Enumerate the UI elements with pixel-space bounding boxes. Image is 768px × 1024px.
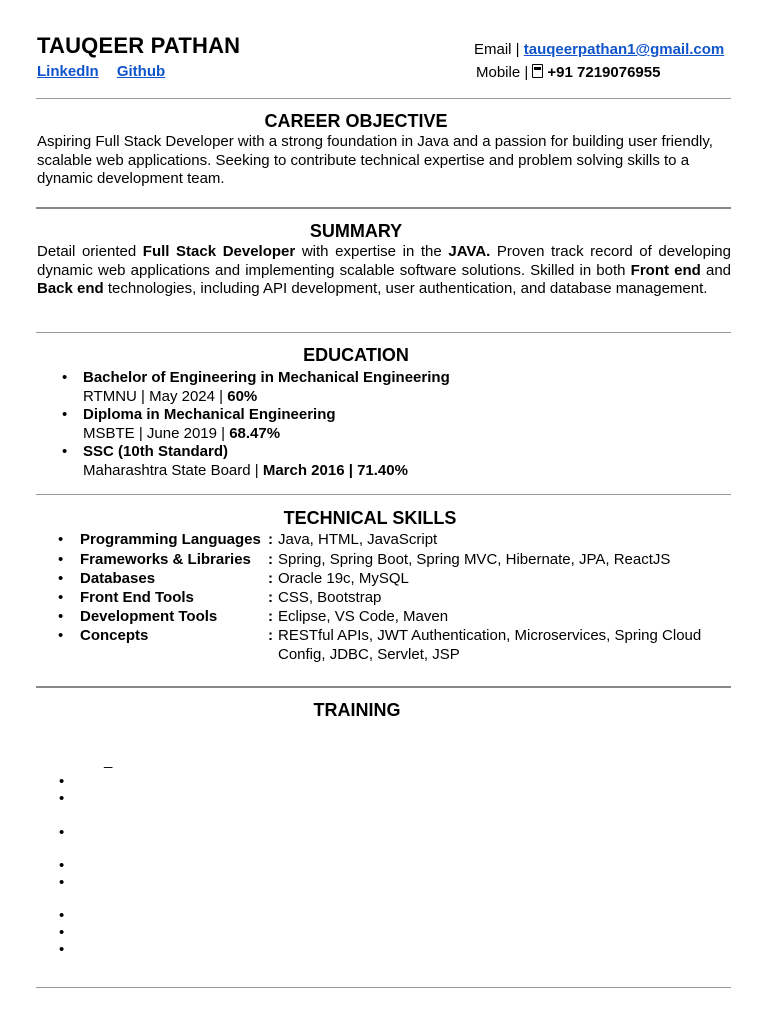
skill-name: Databases <box>80 570 156 587</box>
skill-colon: : <box>268 551 273 568</box>
skill-colon: : <box>268 570 273 587</box>
summary-highlight: Full Stack Developer <box>142 243 296 260</box>
divider <box>36 98 731 99</box>
divider <box>36 987 731 988</box>
divider <box>36 332 731 333</box>
section-title-career-objective: CAREER OBJECTIVE <box>264 111 448 131</box>
phone-icon <box>532 64 543 78</box>
skill-name: Development Tools <box>80 608 218 625</box>
section-title-technical-skills: TECHNICAL SKILLS <box>283 508 457 528</box>
summary-part: technologies, including API development, user authentication, and database management. <box>103 280 708 297</box>
divider <box>36 686 731 688</box>
education-degree: • Bachelor of Engineering in Mechanical Engineering <box>83 369 450 386</box>
bullet-icon: • <box>58 627 64 644</box>
career-objective-text: Aspiring Full Stack Developer with a strong foundation in Java and a passion for building user friendly, scalable web applications. Seeking to contribute technical expertise and problem solving skills to a dynamic development team. <box>37 133 713 187</box>
summary-highlight: Back end <box>37 280 104 297</box>
summary-part: Proven track record of developing dynamic web applications and implementing scalable software solutions. Skilled in both <box>37 243 731 279</box>
bullet-icon: • <box>58 531 64 548</box>
skill-name: Programming Languages <box>80 531 261 548</box>
phone-number: +91 7219076955 <box>547 64 661 81</box>
bullet-icon: • <box>59 857 65 874</box>
section-title-summary: SUMMARY <box>309 221 403 241</box>
skill-name: Frameworks & Libraries <box>80 551 251 568</box>
education-score: March 2016 | 71.40% <box>262 461 408 479</box>
section-title-education: EDUCATION <box>303 345 409 365</box>
mobile-label: Mobile | <box>476 64 533 81</box>
skill-colon: : <box>268 531 273 548</box>
bullet-icon: • <box>59 924 65 941</box>
skill-name: Front End Tools <box>80 589 194 606</box>
training-underscore: _ <box>104 752 113 769</box>
skill-value: Oracle 19c, MySQL <box>278 570 409 587</box>
divider <box>36 494 731 495</box>
skill-colon: : <box>268 608 273 625</box>
skill-value: Java, HTML, JavaScript <box>278 531 438 548</box>
education-detail <box>83 462 408 481</box>
bullet-icon: • <box>59 790 65 807</box>
mobile-line <box>476 64 660 81</box>
bullet-icon: • <box>58 589 64 606</box>
email-label: Email | <box>474 41 524 58</box>
education-institution: Maharashtra State Board | <box>83 461 263 479</box>
summary-text <box>37 243 731 299</box>
bullet-icon: • <box>59 773 65 790</box>
education-degree: • Diploma in Mechanical Engineering <box>83 406 336 423</box>
summary-part: and <box>700 261 732 279</box>
education-score: 60% <box>227 387 258 405</box>
skill-value: Spring, Spring Boot, Spring MVC, Hibernate, JPA, ReactJS <box>278 551 671 568</box>
candidate-name: TAUQEER PATHAN <box>37 33 241 58</box>
bullet-icon: • <box>59 941 65 958</box>
skill-value: CSS, Bootstrap <box>278 589 382 606</box>
bullet-icon: • <box>58 570 64 587</box>
education-item <box>83 369 450 406</box>
bullet-icon: • <box>59 824 65 841</box>
education-item <box>83 443 408 480</box>
summary-part: Detail oriented <box>37 243 143 260</box>
skill-value: RESTful APIs, JWT Authentication, Microservices, Spring Cloud Config, JDBC, Servlet, JSP <box>278 627 702 663</box>
skill-colon: : <box>268 627 273 644</box>
education-institution: MSBTE | June 2019 | <box>83 424 230 442</box>
profile-links <box>37 63 179 80</box>
section-title-training: TRAINING <box>313 700 401 720</box>
education-degree: • SSC (10th Standard) <box>83 443 229 460</box>
skill-name: Concepts <box>80 627 149 644</box>
education-item <box>83 406 336 443</box>
bullet-icon: • <box>58 551 64 568</box>
linkedin-link[interactable]: LinkedIn <box>37 63 99 80</box>
education-score: 68.47% <box>229 424 281 442</box>
divider <box>36 207 731 209</box>
bullet-icon: • <box>58 608 64 625</box>
github-link[interactable]: Github <box>116 63 166 80</box>
education-detail <box>83 425 336 444</box>
skill-colon: : <box>268 589 273 606</box>
education-institution: RTMNU | May 2024 | <box>83 387 228 405</box>
skill-value: Eclipse, VS Code, Maven <box>278 608 449 625</box>
education-detail <box>83 388 450 407</box>
summary-part: with expertise in the <box>295 243 449 260</box>
bullet-icon: • <box>59 874 65 891</box>
email-link[interactable]: tauqeerpathan1@gmail.com <box>523 41 725 58</box>
summary-highlight: JAVA. <box>448 243 491 260</box>
bullet-icon: • <box>59 907 65 924</box>
email-line <box>474 41 724 58</box>
summary-highlight: Front end <box>630 261 701 279</box>
